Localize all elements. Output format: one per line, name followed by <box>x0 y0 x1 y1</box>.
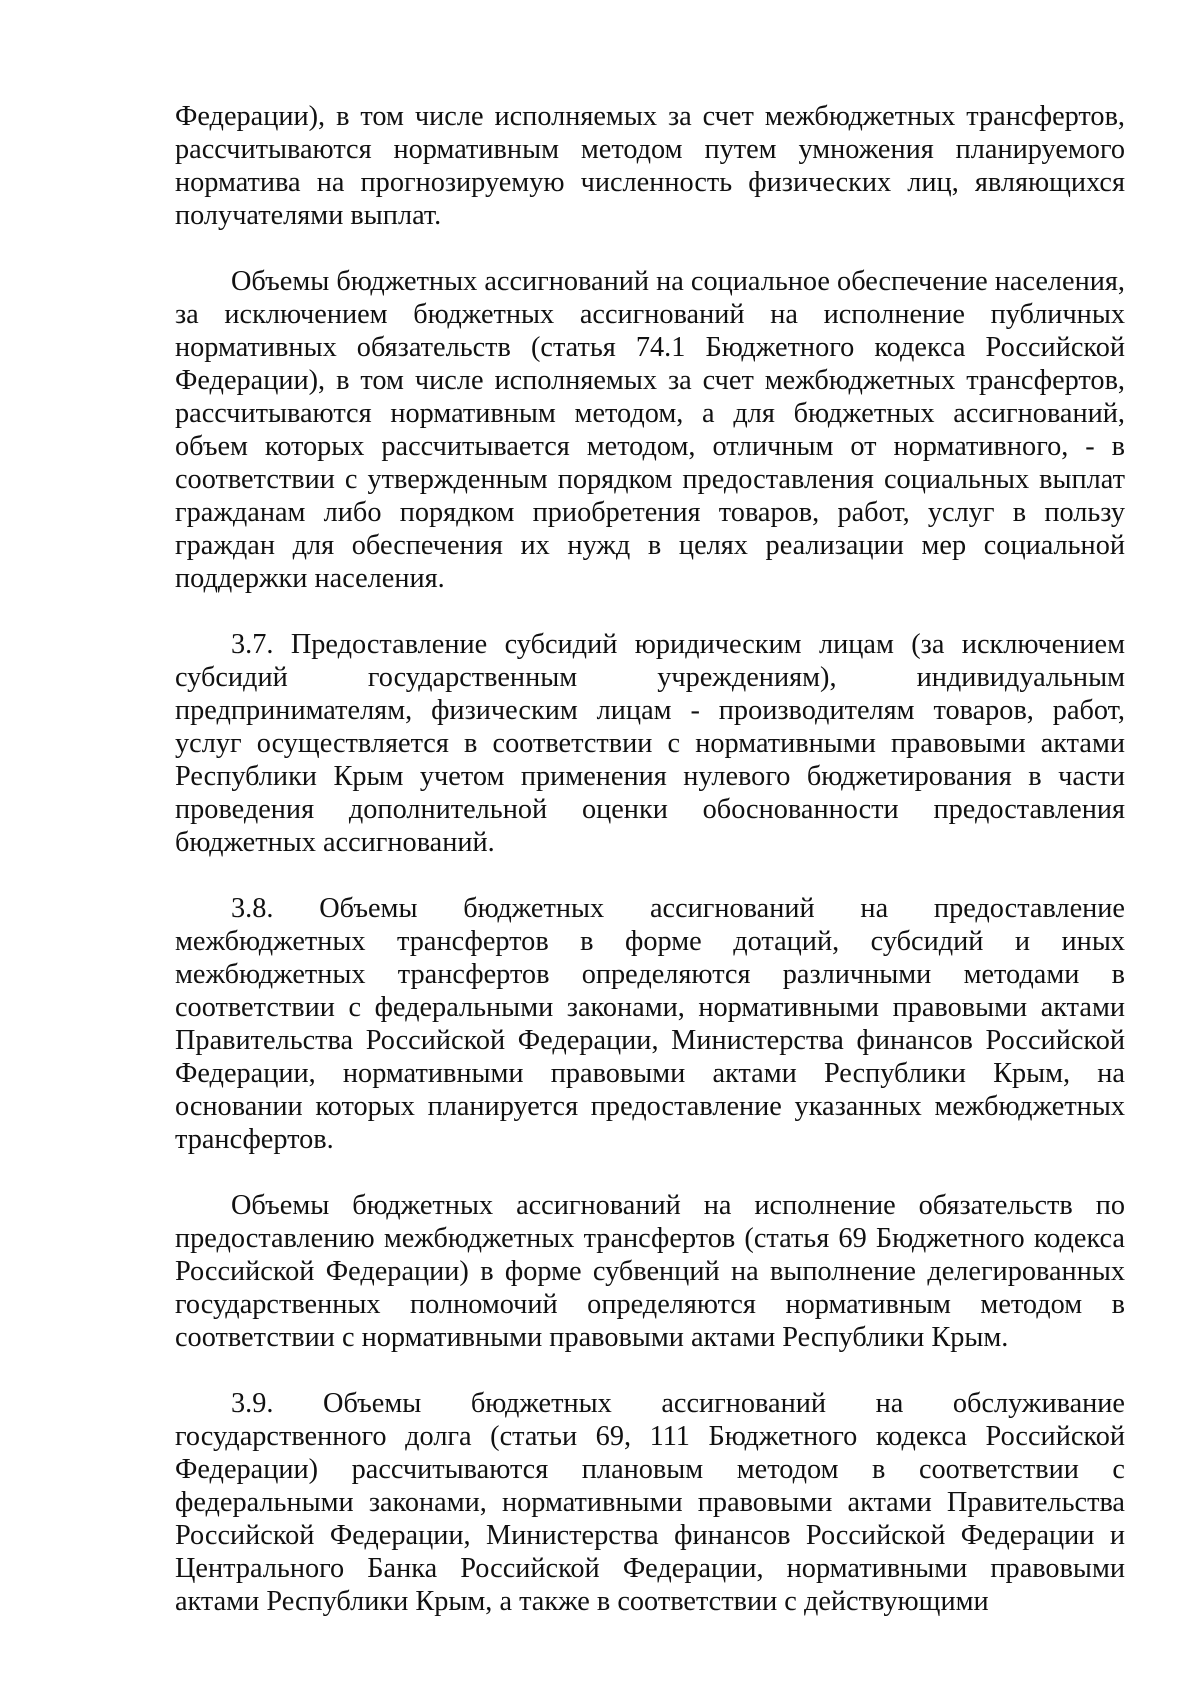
paragraph-subventions: Объемы бюджетных ассигнований на исполнение обязательств по предоставлению межбюджетных трансфертов (статья 69 Бюджетного кодекса Российской Федерации) в форме субвенций на выполнение делегированных государственных полномочий определяются нормативным методом в соответствии с нормативными правовыми актами Республики Крым. <box>175 1190 1125 1353</box>
paragraph-social-assignments: Объемы бюджетных ассигнований на социальное обеспечение населения, за исключением бюджетных ассигнований на исполнение публичных нормативных обязательств (статья 74.1 Бюджетного кодекса Российской Федерации), в том числе исполняемых за счет межбюджетных трансфертов, рассчитываются нормативным методом, а для бюджетных ассигнований, объем которых рассчитывается методом, отличным от нормативного, - в соответствии с утвержденным порядком предоставления социальных выплат гражданам либо порядком приобретения товаров, работ, услуг в пользу граждан для обеспечения их нужд в целях реализации мер социальной поддержки населения. <box>175 266 1125 594</box>
paragraph-3-7-subsidies: 3.7. Предоставление субсидий юридическим лицам (за исключением субсидий государственным учреждениям), индивидуальным предпринимателям, физическим лицам - производителям товаров, работ, услуг осуществляется в соответствии с нормативными правовыми актами Республики Крым учетом применения нулевого бюджетирования в части проведения дополнительной оценки обоснованности предоставления бюджетных ассигнований. <box>175 629 1125 858</box>
paragraph-3-9-debt-service: 3.9. Объемы бюджетных ассигнований на обслуживание государственного долга (статьи 69, 111 Бюджетного кодекса Российской Федерации) рассчитываются плановым методом в соответствии с федеральными законами, нормативными правовыми актами Правительства Российской Федерации, Министерства финансов Российской Федерации и Центрального Банка Российской Федерации, нормативными правовыми актами Республики Крым, а также в соответствии с действующими <box>175 1388 1125 1617</box>
paragraph-continuation: Федерации), в том числе исполняемых за счет межбюджетных трансфертов, рассчитываются нормативным методом путем умножения планируемого норматива на прогнозируемую численность физических лиц, являющихся получателями выплат. <box>175 101 1125 231</box>
paragraph-3-8-transfers: 3.8. Объемы бюджетных ассигнований на предоставление межбюджетных трансфертов в форме дотаций, субсидий и иных межбюджетных трансфертов определяются различными методами в соответствии с федеральными законами, нормативными правовыми актами Правительства Российской Федерации, Министерства финансов Российской Федерации, нормативными правовыми актами Республики Крым, на основании которых планируется предоставление указанных межбюджетных трансфертов. <box>175 893 1125 1155</box>
document-body <box>175 100 1125 1651</box>
